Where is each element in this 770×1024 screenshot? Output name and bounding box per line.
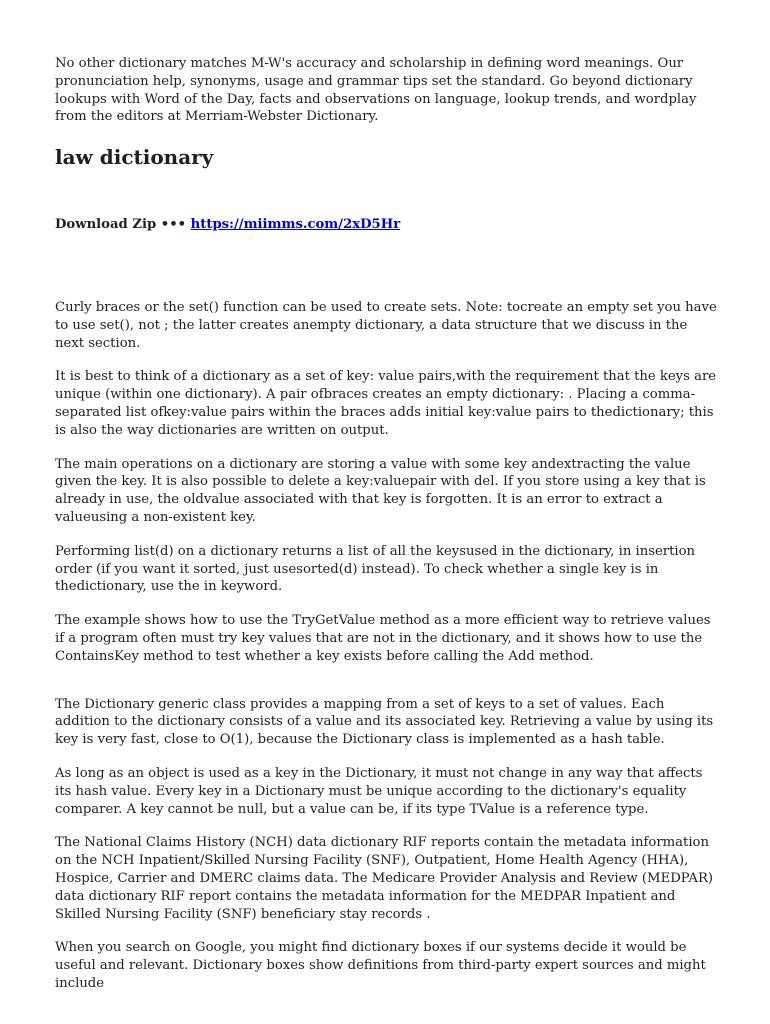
paragraph-7: As long as an object is used as a key in the Dictionary, it must not change in any way that affects its hash value. Every key in a Dictionary must be unique according to the dictionary's equality comparer. A key cannot be null, but a value can be, if its type TValue is a reference type. [55,765,703,817]
paragraph-1: Curly braces or the set() function can be used to create sets. Note: tocreate an empty set you have to use set(), not ; the latter creates anempty dictionary, a data structure that we discuss in the next section. [55,299,717,351]
paragraph-5: The example shows how to use the TryGetValue method as a more efficient way to retrieve values if a program often must try key values that are not in the dictionary, and it shows how to use the ContainsKey method to test whether a key exists before calling the Add method. [55,613,711,664]
intro-paragraph: No other dictionary matches M-W's accuracy and scholarship in defining word meanings. Our pronunciation help, synonyms, usage and grammar tips set the standard. Go beyond dictionary lookups with Word of the Day, facts and observations on language, lookup trends, and wordplay from the editors at Merriam-Webster Dictionary. [55,56,697,125]
paragraph-8: The National Claims History (NCH) data dictionary RIF reports contain the metadata information on the NCH Inpatient/Skilled Nursing Facility (SNF), Outpatient, Home Health Agency (HHA), Hospice, Carrier and DMERC claims data. The Medicare Provider Analysis and Review (MEDPAR) data dictionary RIF report contains the metadata information for the MEDPAR Inpatient and Skilled Nursing Facility (SNF) beneficiary stay records . [55,835,714,922]
paragraph-4: Performing list(d) on a dictionary returns a list of all the keysused in the dictionary, in insertion order (if you want it sorted, just usesorted(d) instead). To check whether a single key is in thedictionary, use the in keyword. [55,543,696,595]
article [55,55,717,993]
paragraph-2: It is best to think of a dictionary as a set of key: value pairs,with the requirement that the keys are unique (within one dictionary). A pair ofbraces creates an empty dictionary: . Placing a comma-separated list ofkey:value pairs within the braces adds initial key:value pairs to thedictionary; this is also the way dictionaries are written on output. [55,369,717,438]
page-title: law dictionary [55,145,214,170]
download-link[interactable]: https://miimms.com/2xD5Hr [190,217,401,233]
paragraph-9: When you search on Google, you might find dictionary boxes if our systems decide it would be useful and relevant. Dictionary boxes show definitions from third-party expert sources and might include [55,940,706,991]
paragraph-6: The Dictionary generic class provides a mapping from a set of keys to a set of values. Each addition to the dictionary consists of a value and its associated key. Retrieving a value by using its key is very fast, close to O(1), because the Dictionary class is implemented as a hash table. [55,696,714,748]
paragraph-3: The main operations on a dictionary are storing a value with some key andextracting the value given the key. It is also possible to delete a key:valuepair with del. If you store using a key that is already in use, the oldvalue associated with that key is forgotten. It is an error to extract a valueusing a non-existent key. [55,456,706,525]
download-line [55,216,717,234]
download-label: Download Zip ••• [55,217,187,233]
